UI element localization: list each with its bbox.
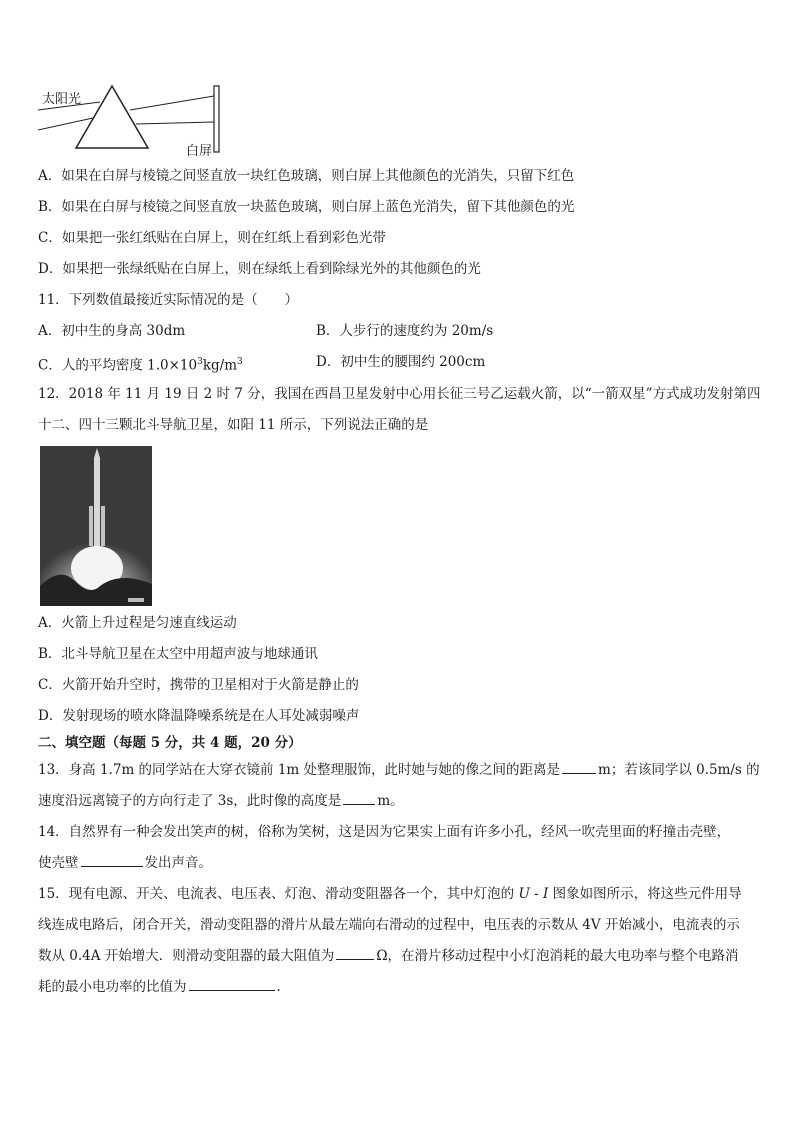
q13-text-3: 速度沿远离镜子的方向行走了 3s，此时像的高度是 xyxy=(38,793,342,809)
q15-blank-2[interactable] xyxy=(189,978,275,991)
q11-option-a: A．初中生的身高 30dm xyxy=(38,323,186,339)
q10-option-d: D．如果把一张绿纸贴在白屏上，则在绿纸上看到除绿光外的其他颜色的光 xyxy=(38,261,481,277)
q11-option-d: D．初中生的腰围约 200cm xyxy=(316,354,486,370)
q15-text-6: . xyxy=(276,979,281,995)
q11-option-c-prefix: C．人的平均密度 1.0×10 xyxy=(38,357,198,374)
q11-option-c-exp: 3 xyxy=(197,357,203,367)
q11-option-c-unit-exp: 3 xyxy=(237,357,243,367)
q14-text-1: 使壳壁 xyxy=(38,855,79,871)
screen-label: 白屏 xyxy=(186,144,213,159)
q15-line1 xyxy=(38,885,742,903)
refracted-ray-upper xyxy=(130,96,214,110)
q13-blank-1[interactable] xyxy=(562,761,596,774)
rocket-launch-photo xyxy=(40,446,152,606)
sunlight-ray-lower xyxy=(38,118,93,130)
sunlight-label: 太阳光 xyxy=(42,92,82,107)
q12-option-d: D．发射现场的喷水降温降噪系统是在人耳处减弱噪声 xyxy=(38,708,360,724)
q11-option-c xyxy=(38,353,243,375)
q10-option-c: C．如果把一张红纸贴在白屏上，则在红纸上看到彩色光带 xyxy=(38,230,386,246)
q14-text-2: 发出声音。 xyxy=(144,855,212,871)
q14-blank[interactable] xyxy=(81,854,143,867)
q15-line2: 线连成电路后，闭合开关，滑动变阻器的滑片从最左端向右滑动的过程中，电压表的示数从 4V 开始减小，电流表的示 xyxy=(38,917,740,933)
q14-line1: 14．自然界有一种会发出笑声的树，俗称为笑树，这是因为它果实上面有许多小孔，经风一吹壳里面的籽撞击壳壁， xyxy=(38,824,731,840)
q10-option-a: A．如果在白屏与棱镜之间竖直放一块红色玻璃，则白屏上其他颜色的光消失，只留下红色 xyxy=(38,168,575,184)
q13-line2 xyxy=(38,792,404,810)
q15-text-2: 图象如图所示，将这些元件用导 xyxy=(548,886,742,902)
q15-line3 xyxy=(38,947,739,965)
q12-option-a: A．火箭上升过程是匀速直线运动 xyxy=(38,615,237,631)
q11-option-b: B．人步行的速度约为 20m/s xyxy=(316,323,494,339)
section-fill-in-title: 二、填空题（每题 5 分，共 4 题，20 分） xyxy=(38,735,302,751)
q12-stem-line1: 12．2018 年 11 月 19 日 2 时 7 分，我国在西昌卫星发射中心用长征三号乙运载火箭，以“一箭双星”方式成功发射第四 xyxy=(38,386,761,402)
q12-option-c: C．火箭开始升空时，携带的卫星相对于火箭是静止的 xyxy=(38,677,359,693)
refracted-ray-lower xyxy=(136,122,214,124)
q13-text-1: 13．身高 1.7m 的同学站在大穿衣镜前 1m 处整理服饰，此时她与她的像之间的距离是 xyxy=(38,762,561,778)
q15-text-4: Ω，在滑片移动过程中小灯泡消耗的最大电功率与整个电路消 xyxy=(376,948,739,964)
white-screen xyxy=(214,86,219,152)
q13-text-2: m；若该同学以 0.5m/s 的 xyxy=(598,762,760,778)
q12-option-b: B．北斗导航卫星在太空中用超声波与地球通讯 xyxy=(38,646,318,662)
q11-stem: 11．下列数值最接近实际情况的是（ ） xyxy=(38,292,299,308)
q15-ui-var: U - I xyxy=(518,886,549,902)
prism-triangle xyxy=(76,86,148,148)
q15-line4 xyxy=(38,978,281,996)
q15-text-1: 15．现有电源、开关、电流表、电压表、灯泡、滑动变阻器各一个，其中灯泡的 xyxy=(38,886,519,902)
q13-blank-2[interactable] xyxy=(343,792,375,805)
q13-line1 xyxy=(38,761,760,779)
q15-blank-1[interactable] xyxy=(336,947,374,960)
q12-stem-line2: 十二、四十三颗北斗导航卫星，如阳 11 所示，下列说法正确的是 xyxy=(38,417,429,433)
q15-text-3: 数从 0.4A 开始增大．则滑动变阻器的最大阻值为 xyxy=(38,948,335,964)
q13-text-4: m。 xyxy=(377,793,404,809)
q15-text-5: 耗的最小电功率的比值为 xyxy=(38,979,187,995)
q10-option-b: B．如果在白屏与棱镜之间竖直放一块蓝色玻璃，则白屏上蓝色光消失，留下其他颜色的光 xyxy=(38,199,575,215)
q14-line2 xyxy=(38,854,212,872)
q11-option-c-unit: kg/m xyxy=(202,357,237,374)
